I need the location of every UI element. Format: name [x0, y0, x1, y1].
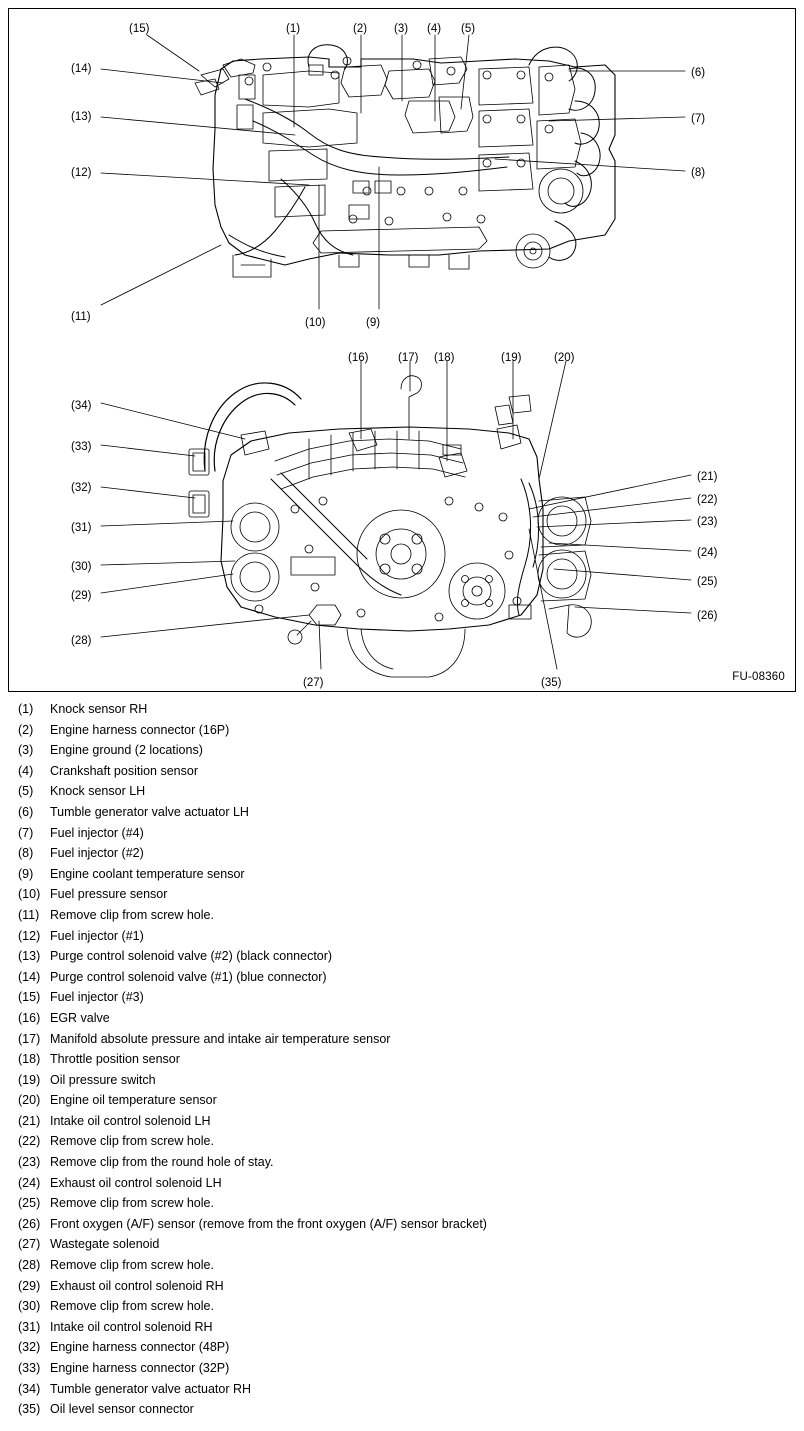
callout-25: (25) — [697, 576, 718, 588]
legend-label: Engine coolant temperature sensor — [50, 866, 245, 881]
legend-label: Oil level sensor connector — [50, 1402, 194, 1417]
legend-number: (31) — [18, 1319, 41, 1334]
legend-label: Remove clip from screw hole. — [50, 1196, 214, 1211]
list-item — [8, 1382, 796, 1403]
list-item — [8, 1114, 796, 1135]
legend-number: (25) — [18, 1196, 41, 1211]
legend-label: Engine oil temperature sensor — [50, 1093, 217, 1108]
callout-11: (11) — [71, 311, 91, 323]
legend-number: (1) — [18, 702, 34, 716]
legend-number: (19) — [18, 1072, 41, 1087]
list-item — [8, 1073, 796, 1094]
callout-30: (30) — [71, 561, 92, 573]
legend-label: Fuel pressure sensor — [50, 887, 168, 902]
callout-12: (12) — [71, 167, 92, 179]
legend-label: Remove clip from screw hole. — [50, 1134, 214, 1149]
legend-label: Wastegate solenoid — [50, 1237, 160, 1252]
legend-label: Fuel injector (#4) — [50, 825, 144, 840]
figure-content — [9, 9, 795, 691]
callout-28: (28) — [71, 635, 92, 647]
legend-number: (9) — [18, 866, 34, 881]
list-item — [8, 805, 796, 826]
list-item — [8, 1299, 796, 1320]
legend-label: Engine harness connector (48P) — [50, 1340, 230, 1355]
callout-14: (14) — [71, 63, 92, 75]
legend-label: Exhaust oil control solenoid RH — [50, 1278, 224, 1293]
callout-34: (34) — [71, 400, 92, 412]
callout-35: (35) — [541, 677, 562, 689]
callout-10: (10) — [305, 317, 326, 329]
list-item — [8, 887, 796, 908]
list-item — [8, 723, 796, 744]
callout-2: (2) — [353, 23, 368, 35]
list-item — [8, 970, 796, 991]
list-item — [8, 908, 796, 929]
legend-label: Fuel injector (#2) — [50, 846, 144, 861]
callout-20: (20) — [554, 352, 575, 364]
legend-number: (21) — [18, 1113, 41, 1128]
legend-number: (33) — [18, 1361, 41, 1375]
legend-list — [8, 702, 796, 1423]
callout-23: (23) — [697, 516, 718, 528]
callout-3: (3) — [394, 23, 409, 35]
legend-number: (26) — [18, 1216, 41, 1231]
legend-label: Manifold absolute pressure and intake air temperature sensor — [50, 1031, 391, 1046]
list-item — [8, 1134, 796, 1155]
legend-label: Knock sensor RH — [50, 702, 148, 716]
legend-label: Crankshaft position sensor — [50, 763, 198, 778]
list-item — [8, 702, 796, 723]
legend-number: (20) — [18, 1093, 41, 1108]
callout-17: (17) — [398, 352, 419, 364]
legend-label: Remove clip from screw hole. — [50, 1258, 214, 1273]
engine-diagram-figure — [8, 8, 796, 692]
callout-1: (1) — [286, 23, 301, 35]
callout-19: (19) — [501, 352, 522, 364]
callout-4: (4) — [427, 23, 442, 35]
legend-number: (23) — [18, 1155, 41, 1170]
legend-label: Remove clip from screw hole. — [50, 1299, 214, 1314]
legend-number: (11) — [18, 907, 40, 922]
callout-9: (9) — [366, 317, 381, 329]
list-item — [8, 949, 796, 970]
legend-label: Knock sensor LH — [50, 784, 146, 799]
legend-label: Exhaust oil control solenoid LH — [50, 1175, 222, 1190]
callout-18: (18) — [434, 352, 455, 364]
legend-label: Engine ground (2 locations) — [50, 743, 203, 758]
legend-number: (28) — [18, 1258, 41, 1273]
callout-15: (15) — [129, 23, 150, 35]
legend-number: (10) — [18, 887, 41, 902]
list-item — [8, 1176, 796, 1197]
legend-number: (30) — [18, 1299, 41, 1314]
callout-26: (26) — [697, 610, 718, 622]
legend-label: Tumble generator valve actuator RH — [50, 1381, 252, 1396]
list-item — [8, 1011, 796, 1032]
list-item — [8, 990, 796, 1011]
legend-number: (6) — [18, 804, 34, 819]
callout-33: (33) — [71, 441, 92, 453]
legend-number: (12) — [18, 928, 41, 943]
legend-number: (3) — [18, 743, 34, 758]
legend-number: (8) — [18, 846, 34, 861]
legend-number: (34) — [18, 1381, 41, 1396]
legend-number: (13) — [18, 949, 41, 964]
callout-32: (32) — [71, 482, 92, 494]
legend-number: (16) — [18, 1010, 41, 1025]
callout-13: (13) — [71, 111, 92, 123]
legend-number: (2) — [18, 722, 34, 737]
legend-label: Remove clip from the round hole of stay. — [50, 1155, 274, 1170]
callout-27: (27) — [303, 677, 324, 689]
legend-label: Purge control solenoid valve (#2) (black connector) — [50, 949, 333, 964]
callout-31: (31) — [71, 522, 92, 534]
list-item — [8, 1340, 796, 1361]
list-item — [8, 764, 796, 785]
callout-22: (22) — [697, 494, 718, 506]
legend-label: Engine harness connector (16P) — [50, 722, 230, 737]
list-item — [8, 1279, 796, 1300]
legend-label: Intake oil control solenoid RH — [50, 1319, 213, 1334]
figure-code: FU-08360 — [732, 671, 785, 683]
legend-label: EGR valve — [50, 1010, 110, 1025]
legend-label: Front oxygen (A/F) sensor (remove from the front oxygen (A/F) sensor bracket) — [50, 1216, 487, 1231]
legend-number: (27) — [18, 1237, 41, 1252]
list-item — [8, 1052, 796, 1073]
list-item — [8, 743, 796, 764]
legend-label: Intake oil control solenoid LH — [50, 1113, 211, 1128]
legend-label: Remove clip from screw hole. — [50, 907, 214, 922]
list-item — [8, 1361, 796, 1382]
legend-label: Tumble generator valve actuator LH — [50, 804, 249, 819]
legend-number: (7) — [18, 825, 34, 840]
legend-number: (17) — [18, 1031, 41, 1046]
list-item — [8, 1320, 796, 1341]
legend-number: (18) — [18, 1052, 41, 1067]
list-item — [8, 1258, 796, 1279]
legend-number: (14) — [18, 969, 41, 984]
callout-24: (24) — [697, 547, 718, 559]
list-item — [8, 1402, 796, 1423]
list-item — [8, 1155, 796, 1176]
list-item — [8, 1237, 796, 1258]
legend-label: Throttle position sensor — [50, 1052, 180, 1067]
callout-16: (16) — [348, 352, 369, 364]
callout-8: (8) — [691, 167, 706, 179]
legend-number: (24) — [18, 1175, 41, 1190]
list-item — [8, 1093, 796, 1114]
legend-label: Oil pressure switch — [50, 1072, 156, 1087]
callout-5: (5) — [461, 23, 476, 35]
legend-number: (22) — [18, 1134, 41, 1149]
list-item — [8, 1032, 796, 1053]
legend-number: (32) — [18, 1340, 41, 1355]
legend-number: (5) — [18, 784, 34, 799]
legend-label: Purge control solenoid valve (#1) (blue connector) — [50, 969, 327, 984]
list-item — [8, 1196, 796, 1217]
legend-number: (29) — [18, 1278, 41, 1293]
callout-7: (7) — [691, 113, 706, 125]
list-item — [8, 784, 796, 805]
legend-label: Fuel injector (#1) — [50, 928, 144, 943]
list-item — [8, 846, 796, 867]
legend-label: Engine harness connector (32P) — [50, 1361, 230, 1375]
legend-label: Fuel injector (#3) — [50, 990, 144, 1005]
callout-29: (29) — [71, 590, 92, 602]
callout-21: (21) — [697, 471, 718, 483]
list-item — [8, 826, 796, 847]
list-item — [8, 929, 796, 950]
legend-number: (4) — [18, 763, 34, 778]
list-item — [8, 1217, 796, 1238]
legend-number: (35) — [18, 1402, 41, 1417]
list-item — [8, 867, 796, 888]
engine-illustration — [9, 9, 797, 693]
callout-6: (6) — [691, 67, 706, 79]
legend-number: (15) — [18, 990, 41, 1005]
